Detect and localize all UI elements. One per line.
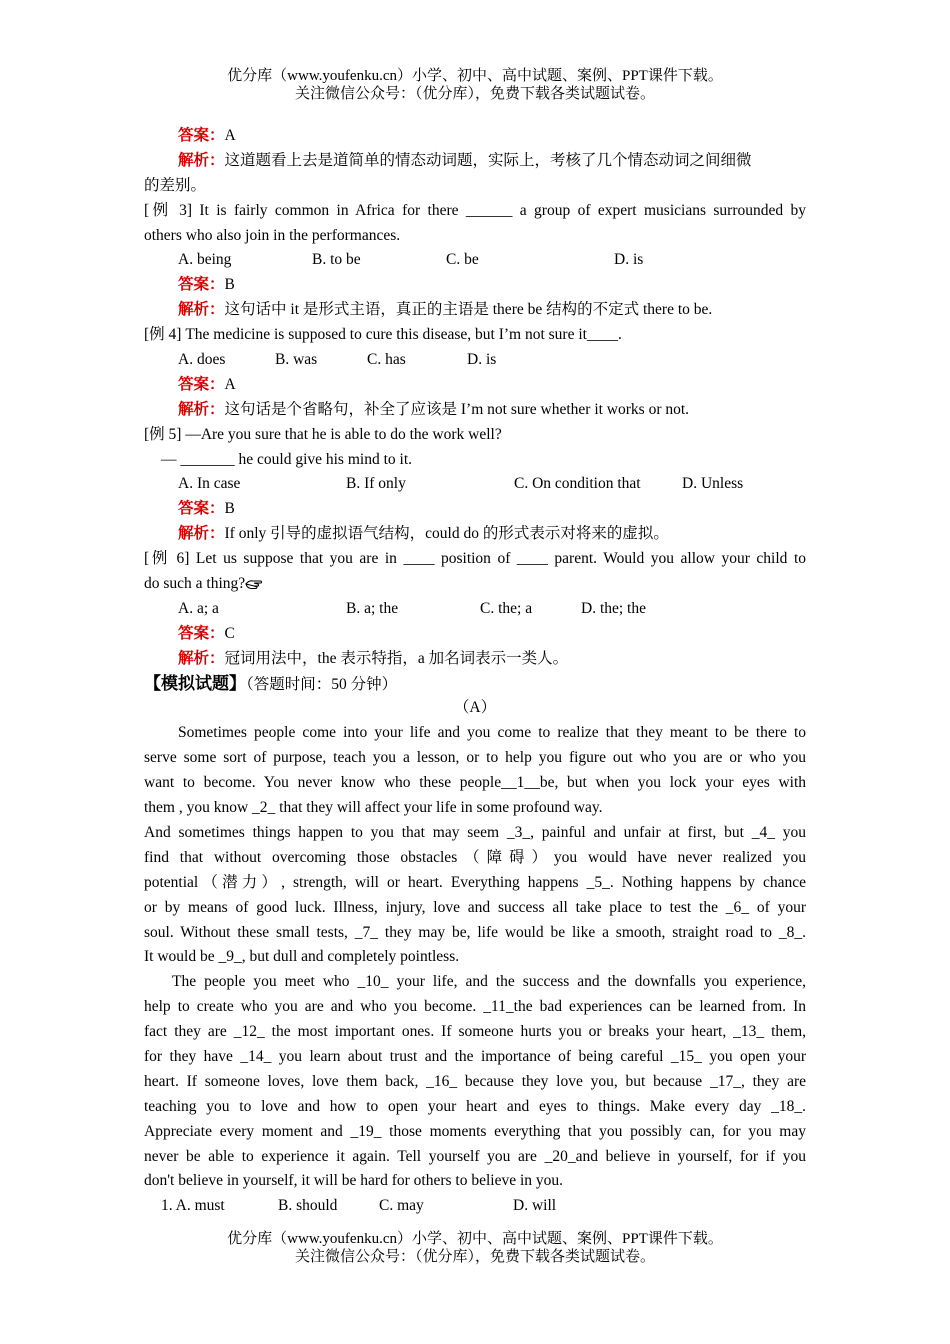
ex5-question-cont: — _______ he could give his mind to it. <box>161 450 412 468</box>
option-c: C. may <box>379 1197 424 1215</box>
section-heading <box>144 672 806 697</box>
passage-line: And sometimes things happen to you that may seem _3_, painful and unfair at first, but _4_ you <box>144 823 806 841</box>
ex5-answer: 答案：B <box>178 500 235 518</box>
ex6-question: [例 6] Let us suppose that you are in ____ position of ____ parent. Would you allow your child to <box>144 550 806 568</box>
passage-line: teaching you to love and how to open your heart and eyes to things. Make every day _18_. <box>144 1097 806 1115</box>
ex3-question-cont: others who also join in the performances. <box>144 226 401 244</box>
option-d: D. the; the <box>581 599 646 617</box>
ex6-options <box>144 597 806 622</box>
ex3-answer: 答案：B <box>178 276 235 294</box>
passage-line: want to become. You never know who these people__1__be, but when you lock your eyes with <box>144 774 806 792</box>
ex6-analysis: 解析：冠词用法中，the 表示特指，a 加名词表示一类人。 <box>178 649 569 667</box>
ex5-analysis: 解析：If only 引导的虚拟语气结构，could do 的形式表示对将来的虚拟。 <box>178 525 669 543</box>
passage-line: The people you meet who _10_ your life, and the success and the downfalls you experience, <box>172 973 806 991</box>
option-a: A. being <box>178 251 232 269</box>
analysis-label: 解析： <box>178 525 225 543</box>
ex4-analysis: 解析：这句话是个省略句，补全了应该是 I’m not sure whether it works or not. <box>178 400 690 418</box>
answer-label: 答案： <box>178 127 225 144</box>
document-body <box>144 124 806 1219</box>
option-d: D. is <box>467 351 497 369</box>
passage-line: soul. Without these small tests, _7_ they may be, life would be like a smooth, straight road to _8_. <box>144 923 806 941</box>
ex3-question: [例 3] It is fairly common in Africa for there ______ a group of expert musicians surrounded by <box>144 201 806 219</box>
ex3-options <box>144 248 806 273</box>
passage-line: them , you know _2_ that they will affect your life in some profound way. <box>144 799 603 817</box>
passage-line: potential（潜力）, strength, will or heart. Everything happens _5_. Nothing happens by chance <box>144 873 806 891</box>
option-c: C. be <box>446 251 479 269</box>
ex5-question: [例 5] —Are you sure that he is able to do the work well? <box>144 425 502 443</box>
passage-line: fact they are _12_ the most important ones. If someone hurts you or breaks your heart, _13_ them, <box>144 1023 806 1041</box>
option-d: D. Unless <box>682 475 744 493</box>
ex4-question: [例 4] The medicine is supposed to cure this disease, but I’m not sure it____. <box>144 326 622 344</box>
answer-label: 答案： <box>178 500 225 518</box>
header-line-1: 优分库（www.youfenku.cn）小学、初中、高中试题、案例、PPT课件下载。 <box>227 68 723 84</box>
passage-line: serve some sort of purpose, teach you a lesson, or to help you figure out who you are or who you <box>144 749 806 767</box>
passage-line: It would be _9_, but dull and completely pointless. <box>144 948 460 966</box>
pointing-hand-icon <box>245 578 263 590</box>
passage-line: or by means of good luck. Illness, injury, love and success all take place to test the _6_ of your <box>144 898 806 916</box>
answer-label: 答案： <box>178 624 225 642</box>
option-a: A. In case <box>178 475 241 493</box>
page-footer <box>0 1230 950 1266</box>
footer-line-1: 优分库（www.youfenku.cn）小学、初中、高中试题、案例、PPT课件下载。 <box>227 1231 723 1247</box>
passage-line: don't believe in yourself, it will be hard for others to believe in you. <box>144 1172 564 1190</box>
option-c: C. the; a <box>480 599 533 617</box>
ex4-options <box>144 348 806 373</box>
option-c: C. has <box>367 351 406 369</box>
page-header <box>0 67 950 103</box>
option-b: B. was <box>275 351 318 369</box>
ex3-analysis: 解析：这句话中 it 是形式主语，真正的主语是 there be 结构的不定式 there to be. <box>178 301 713 319</box>
analysis-label: 解析： <box>178 649 225 667</box>
option-d: D. is <box>614 251 644 269</box>
option-b: B. to be <box>312 251 361 269</box>
ex6-answer: 答案：C <box>178 624 235 642</box>
part-label: （A） <box>453 699 497 717</box>
passage-line: Appreciate every moment and _19_ those moments everything that you possibly can, for you may <box>144 1122 806 1140</box>
answer-label: 答案： <box>178 375 225 393</box>
passage-line: heart. If someone loves, love them back, _16_ because they love you, but because _17_, they are <box>144 1072 806 1090</box>
passage-line: help to create who you are and who you become. _11_the bad experiences can be learned from. In <box>144 998 806 1016</box>
section-title: 【模拟试题】 <box>144 673 246 693</box>
analysis-label: 解析： <box>178 151 225 169</box>
prev-analysis: 解析：这道题看上去是道简单的情态动词题，实际上，考核了几个情态动词之间细微 <box>178 151 752 169</box>
option-b: B. a; the <box>346 599 399 617</box>
footer-line-2: 关注微信公众号：（优分库），免费下载各类试题试卷。 <box>294 1249 655 1265</box>
ex5-options <box>144 472 806 497</box>
option-a: A. does <box>178 351 226 369</box>
option-b: B. If only <box>346 475 406 493</box>
prev-answer: 答案：A <box>178 127 236 144</box>
passage-line: Sometimes people come into your life and you come to realize that they meant to be there to <box>178 724 806 742</box>
option-a: A. a; a <box>178 599 219 617</box>
section-note: （答题时间：50 分钟） <box>246 675 398 693</box>
option-c: C. On condition that <box>514 475 641 493</box>
ex6-question-cont: do such a thing? <box>144 572 806 597</box>
option-d: D. will <box>513 1197 557 1215</box>
passage-line: never be able to experience it again. Tell yourself you are _20_and believe in yourself, for if you <box>144 1147 806 1165</box>
ex4-answer: 答案：A <box>178 375 236 393</box>
analysis-label: 解析： <box>178 400 225 418</box>
passage-line: find that without overcoming those obstacles（障碍）you would have never realized you <box>144 848 806 866</box>
analysis-label: 解析： <box>178 301 225 319</box>
header-line-2: 关注微信公众号：（优分库），免费下载各类试题试卷。 <box>294 86 655 102</box>
prev-analysis-cont: 的差别。 <box>144 176 207 194</box>
answer-label: 答案： <box>178 276 225 294</box>
option-b: B. should <box>278 1197 338 1215</box>
option-a: 1. A. must <box>161 1197 225 1215</box>
q1-options <box>144 1194 806 1219</box>
passage-line: for they have _14_ you learn about trust and the importance of being careful _15_ you open your <box>144 1047 806 1065</box>
